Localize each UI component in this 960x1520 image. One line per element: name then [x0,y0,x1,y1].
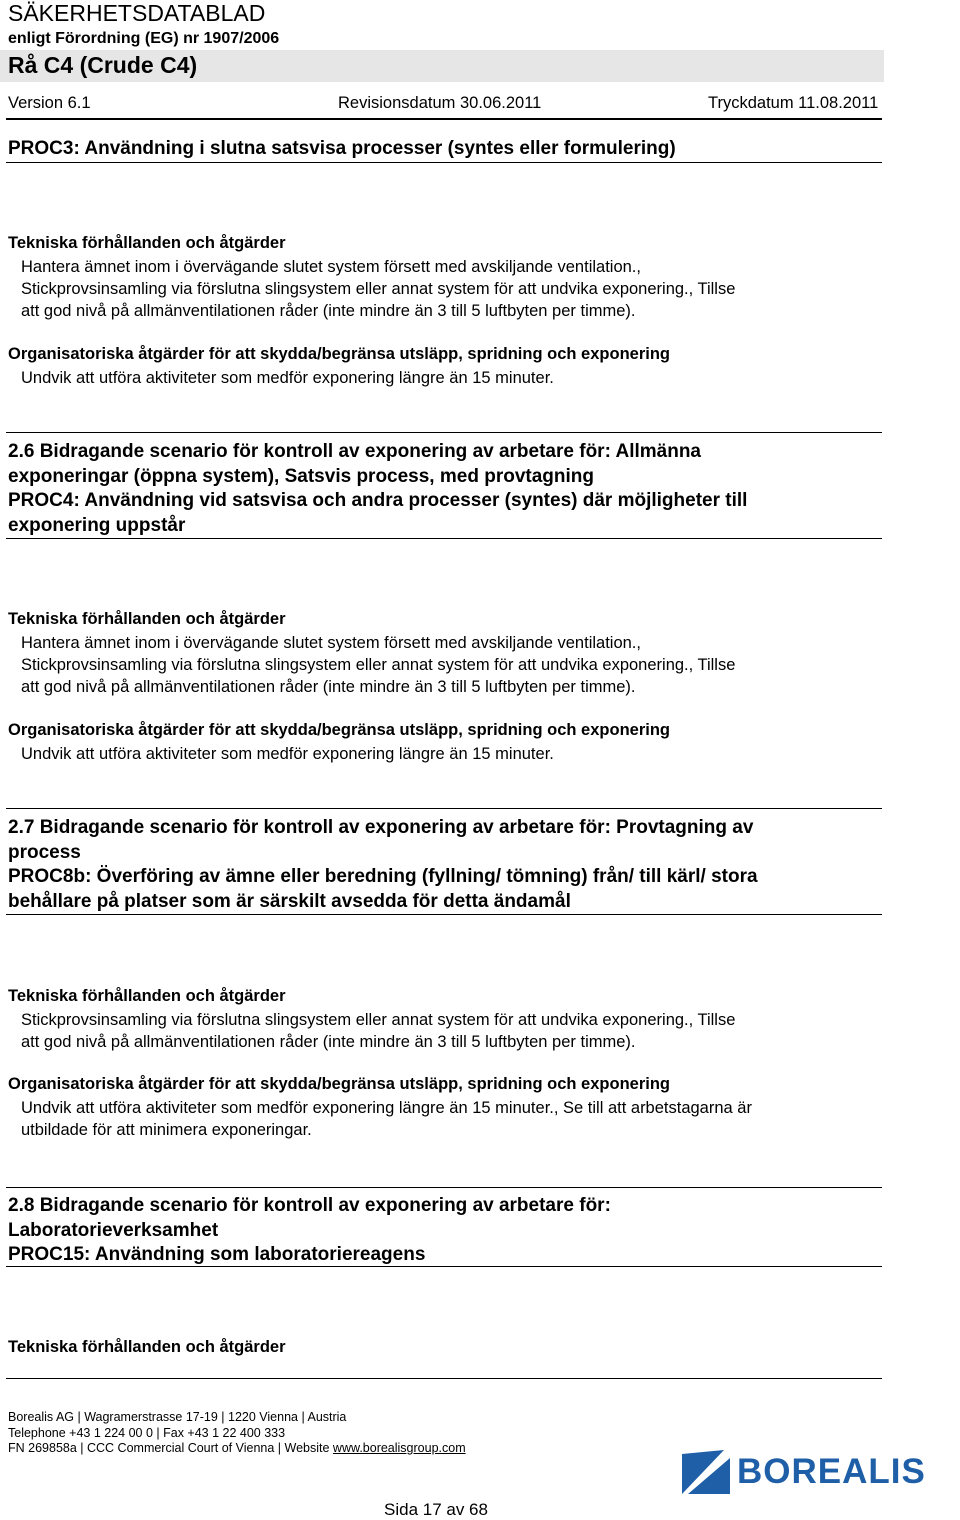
tech-text [21,1009,881,1053]
section-divider [6,162,882,163]
footer-address: Borealis AG | Wagramerstrasse 17-19 | 1220 Vienna | Austria [8,1410,347,1424]
heading-line: 2.6 Bidragande scenario för kontroll av exponering av arbetare för: Allmänna [8,441,701,462]
heading-line: PROC4: Användning vid satsvisa och andra processer (syntes) där möjligheter till [8,490,748,511]
tech-heading: Tekniska förhållanden och åtgärder [8,234,286,252]
tech-heading: Tekniska förhållanden och åtgärder [8,1338,286,1356]
heading-line: PROC15: Användning som laboratoriereagens [8,1244,426,1265]
tech-text [21,256,881,322]
text-line: att god nivå på allmänventilationen råder (inte mindre än 3 till 5 luftbyten per timme). [21,678,636,696]
version-label: Version 6.1 [8,94,91,112]
text-line: Stickprovsinsamling via förslutna slingsystem eller annat system för att undvika exponering., Tillse [21,1011,736,1029]
revision-date: Revisionsdatum 30.06.2011 [338,94,542,112]
tech-heading: Tekniska förhållanden och åtgärder [8,987,286,1005]
heading-line: Laboratorieverksamhet [8,1219,219,1241]
print-date: Tryckdatum 11.08.2011 [708,94,879,112]
section-divider [6,1266,882,1267]
section-divider [6,914,882,915]
website-link[interactable]: www.borealisgroup.com [332,1441,466,1455]
footer-registration-text: FN 269858a | CCC Commercial Court of Vienna | Website [8,1441,333,1455]
product-name: Rå C4 (Crude C4) [8,52,198,78]
tech-text [21,632,881,698]
document-title: SÄKERHETSDATABLAD [8,0,266,26]
footer-divider [6,1378,882,1379]
text-line: Hantera ämnet inom i övervägande slutet system försett med avskiljande ventilation., [21,258,641,276]
heading-line: behållare på platser som är särskilt avsedda för detta ändamål [8,890,571,912]
text-line: Undvik att utföra aktiviteter som medför exponering längre än 15 minuter. [21,369,554,387]
section-2-7-heading [8,816,868,914]
tech-heading: Tekniska förhållanden och åtgärder [8,610,286,628]
footer-registration [8,1441,466,1455]
text-line: utbildade för att minimera exponeringar. [21,1121,312,1139]
section-2-6-heading [8,440,868,538]
org-heading: Organisatoriska åtgärder för att skydda/begränsa utsläpp, spridning och exponering [8,345,670,363]
section-2-8-heading [8,1194,868,1268]
footer-contact: Telephone +43 1 224 00 0 | Fax +43 1 22 400 333 [8,1426,286,1440]
regulation-subtitle: enligt Förordning (EG) nr 1907/2006 [8,30,280,47]
heading-line: exponering uppstår [8,514,186,536]
section-divider [6,1187,882,1188]
section-divider [6,808,882,809]
text-line: Hantera ämnet inom i övervägande slutet system försett med avskiljande ventilation., [21,634,641,652]
heading-line: exponeringar (öppna system), Satsvis process, med provtagning [8,465,594,487]
heading-line: 2.8 Bidragande scenario för kontroll av exponering av arbetare för: [8,1195,611,1216]
header-divider [6,118,882,120]
text-line: att god nivå på allmänventilationen råder (inte mindre än 3 till 5 luftbyten per timme). [21,302,636,320]
borealis-logo [680,1446,958,1498]
heading-line: process [8,841,81,863]
text-line: Undvik att utföra aktiviteter som medför exponering längre än 15 minuter., Se till att arbetstagarna är [21,1099,752,1117]
logo-text: BOREALIS [737,1452,926,1491]
heading-line: 2.7 Bidragande scenario för kontroll av exponering av arbetare för: Provtagning av [8,817,754,838]
section-divider [6,538,882,539]
proc3-heading: PROC3: Användning i slutna satsvisa processer (syntes eller formulering) [8,138,676,159]
org-text [21,1097,881,1141]
org-text [21,743,881,765]
page-number: Sida 17 av 68 [384,1500,488,1519]
text-line: att god nivå på allmänventilationen råder (inte mindre än 3 till 5 luftbyten per timme). [21,1033,636,1051]
text-line: Stickprovsinsamling via förslutna slingsystem eller annat system för att undvika exponering., Tillse [21,280,736,298]
org-text [21,367,881,389]
org-heading: Organisatoriska åtgärder för att skydda/begränsa utsläpp, spridning och exponering [8,1075,670,1093]
org-heading: Organisatoriska åtgärder för att skydda/begränsa utsläpp, spridning och exponering [8,721,670,739]
logo-mark-icon [680,1448,732,1496]
section-divider [6,432,882,433]
heading-line: PROC8b: Överföring av ämne eller beredning (fyllning/ tömning) från/ till kärl/ stora [8,866,758,887]
text-line: Undvik att utföra aktiviteter som medför exponering längre än 15 minuter. [21,745,554,763]
text-line: Stickprovsinsamling via förslutna slingsystem eller annat system för att undvika exponering., Tillse [21,656,736,674]
